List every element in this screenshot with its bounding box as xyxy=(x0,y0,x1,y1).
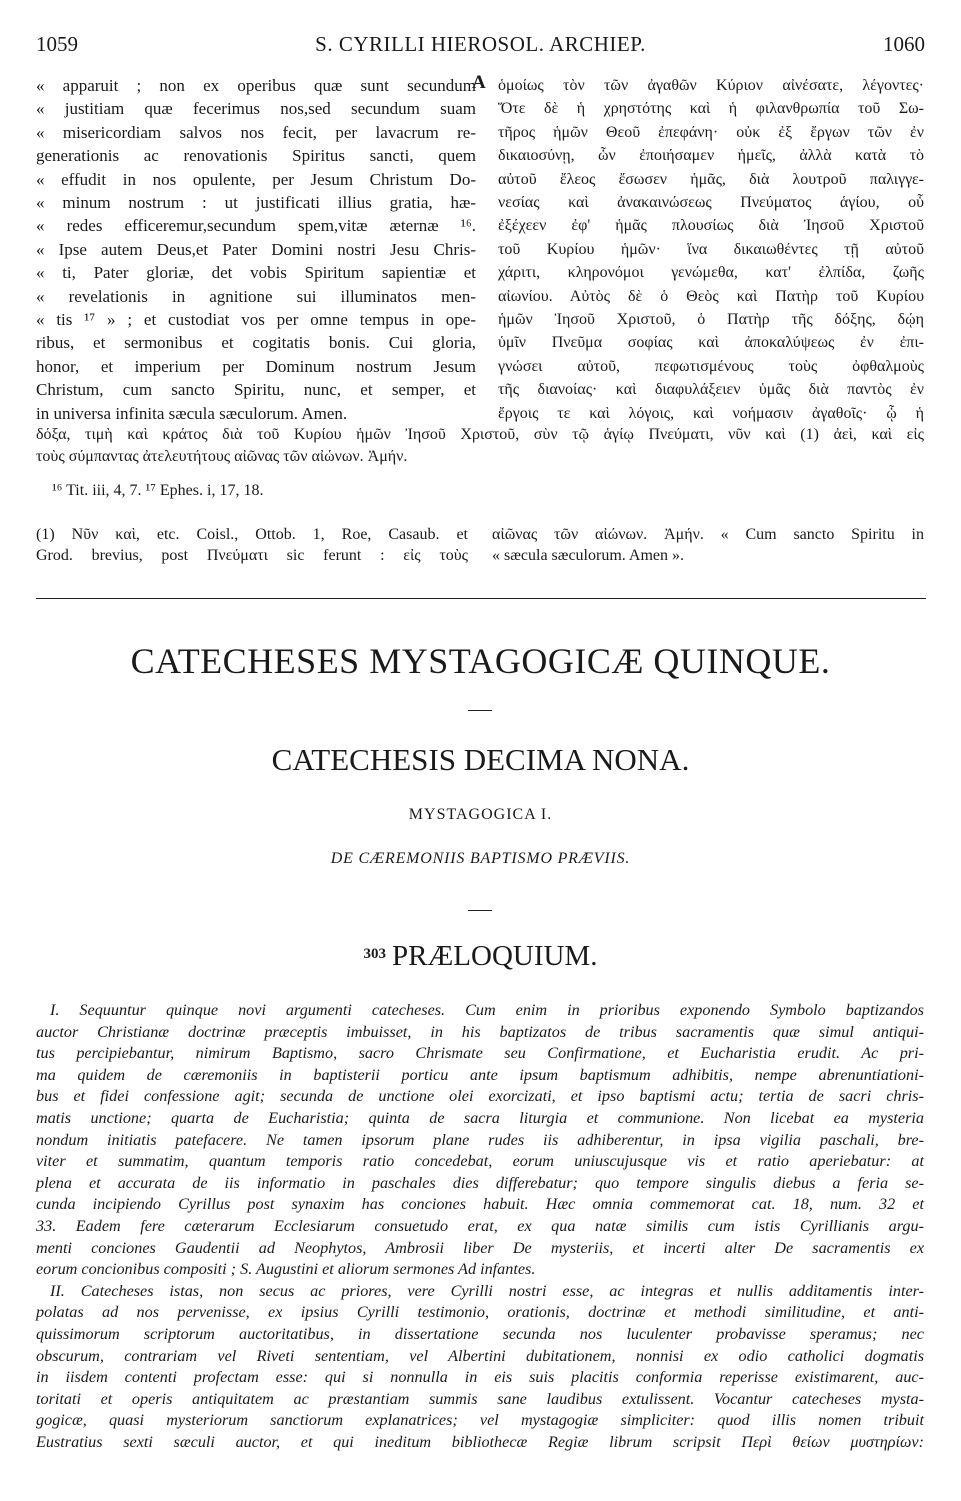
main-title: CATECHESES MYSTAGOGICÆ QUINQUE. xyxy=(130,641,831,681)
latin-line: « tis ¹⁷ » ; et custodiat vos per omne tempus in ope- xyxy=(36,310,476,330)
greek-column xyxy=(498,74,924,425)
latin-line: « Ipse autem Deus,et Pater Domini nostri Jesu Chris- xyxy=(36,239,476,259)
body-line: quissimorum scriptorum auctoritatibus, in dissertatione secunda nos luculenter probavisse speramus; nec xyxy=(36,1324,924,1343)
section-divider xyxy=(36,598,926,599)
greek-line: ἐξέχεεν ἐφ' ἡμᾶς πλουσίως διὰ Ἰησοῦ Χριστοῦ xyxy=(498,217,924,235)
body-line: eorum concionibus compositi ; S. Augustini et aliorum sermones Ad infantes. xyxy=(36,1260,536,1279)
title-dash xyxy=(468,910,492,911)
latin-line: generationis ac renovationis Spiritus sancti, quem xyxy=(36,146,476,166)
variant-note-left xyxy=(36,524,468,566)
body-line: gogicæ, quasi mysteriorum sanctiorum explanatrices; vel mystagogiæ simpliciter: quod illis nomen tribuit xyxy=(36,1411,924,1430)
footnotes: ¹⁶ Tit. iii, 4, 7. ¹⁷ Ephes. i, 17, 18. xyxy=(52,482,264,499)
latin-line: « effudit in nos opulente, per Jesum Christum Do- xyxy=(36,169,476,189)
running-title: S. CYRILLI HIEROSOL. ARCHIEP. xyxy=(315,32,646,56)
subtitle: CATECHESIS DECIMA NONA. xyxy=(271,742,690,777)
body-line: in iisdem contenti profectam esse: qui si nonnulla in eis suis placitis conformia reperisse existimarent, auc- xyxy=(36,1368,924,1387)
praeloquium-text xyxy=(36,1000,924,1453)
greek-line: τοὺς σύμπαντας ἀτελευτήτους αἰῶνας τῶν αἰώνων. Ἀμήν. xyxy=(36,448,408,465)
body-line: cunda incipiendo Cyrillus post synaxim has conciones habuit. Hæc omnia commemorat cat. 18, num. 32 et xyxy=(36,1195,924,1214)
greek-line: αὐτοῦ ἔλεος ἔσωσεν ἡμᾶς, διὰ λουτροῦ παλιγγε- xyxy=(498,170,924,188)
latin-line: ribus, et sermonibus et cogitatis bonis. Cui gloria, xyxy=(36,333,476,353)
greek-line: τῆρος ἡμῶν Θεοῦ ἐπεφάνη· οὐκ ἐξ ἔργων τῶν ἐν xyxy=(498,123,924,141)
body-line: matis unctione; quarta de Eucharistia; quinta de sacra liturgia et communione. Non licebat ea mysteria xyxy=(36,1108,924,1127)
greek-full-width xyxy=(36,424,924,468)
greek-line: ὁμοίως τὸν τῶν ἀγαθῶν Κύριον αἰνέσατε, λέγοντες· xyxy=(498,77,924,94)
body-line: toritati et operis antiquitatem ac præstantiam summis sane laudibus extulissent. Vocantur catecheses mysta- xyxy=(36,1389,924,1408)
latin-line: « misericordiam salvos nos fecit, per lavacrum re- xyxy=(36,122,476,142)
greek-line: τοῦ Κυρίου ἡμῶν· ἵνα δικαιωθέντες τῇ αὐτοῦ xyxy=(498,240,924,258)
greek-line: χάριτι, κληρονόμοι γενώμεθα, κατ' ἐλπίδα, ζωῆς xyxy=(498,264,924,282)
body-line: tus percipiebantur, nimirum Baptismo, sacro Chrismate seu Confirmatione, et Eucharistia erudit. Ac pri- xyxy=(36,1044,924,1063)
variant-line: « sæcula sæculorum. Amen ». xyxy=(492,547,684,564)
variant-line: αἰῶνας τῶν αἰώνων. Ἀμήν. « Cum sancto Spiritu in xyxy=(492,526,924,543)
body-line: viter et summatim, quantum temporis ratio concedebat, eorum uniuscujusque vis et ratio aperiebatur: at xyxy=(36,1152,924,1171)
greek-line: ὑμῖν Πνεῦμα σοφίας καὶ ἀποκαλύψεως ἐν ἐπι- xyxy=(498,334,924,352)
column-number: 303 xyxy=(363,946,387,962)
page-number-left: 1059 xyxy=(36,32,78,56)
body-line: bus et fidei confessione agit; secunda de unctione olei exorcizati, et ipso baptismi actu; tertia de sacri chris- xyxy=(36,1087,924,1106)
body-line: polatas ad nos pervenisse, ex ipsius Cyrilli testimonio, orationis, doctrinæ et methodi similitudine, et anti- xyxy=(36,1303,924,1322)
variant-line: Grod. brevius, post Πνεύματι sic ferunt : εἰς τοὺς xyxy=(36,547,468,564)
greek-line: αἰωνίου. Αὐτὸς δὲ ὁ Θεὸς καὶ Πατὴρ τοῦ Κυρίου xyxy=(498,287,924,305)
body-line: nondum initiatis patefacere. Ne tamen ipsorum plane rudes iis adhiberentur, in ipsa vigilia paschali, bre- xyxy=(36,1130,924,1149)
running-header xyxy=(36,32,925,56)
body-line: I. Sequuntur quinque novi argumenti catecheses. Cum enim in prioribus exponendo Symbolo baptizandos xyxy=(50,1001,924,1019)
praeloquium-title: PRÆLOQUIUM. xyxy=(392,940,598,972)
latin-line: « justitiam quæ fecerimus nos,sed secundum suam xyxy=(36,99,476,119)
latin-line: Christum, cum sancto Spiritu, nunc, et semper, et xyxy=(36,380,476,400)
greek-line: τῆς διανοίας· καὶ διαφυλάξειεν ὑμᾶς διὰ παντὸς ἐν xyxy=(498,381,924,399)
topic-heading: DE CÆREMONIIS BAPTISMO PRÆVIIS. xyxy=(330,850,631,867)
latin-line: « ti, Pater gloriæ, det vobis Spiritum sapientiæ et xyxy=(36,263,476,283)
greek-line: νεσίας καὶ ἀνακαινώσεως Πνεύματος ἁγίου, οὗ xyxy=(498,194,924,212)
latin-line: « redes efficeremur,secundum spem,vitæ æternæ ¹⁶. xyxy=(36,216,476,236)
margin-marker: A xyxy=(472,72,486,93)
latin-line: honor, et imperium per Dominum nostrum Jesum xyxy=(36,356,476,376)
body-line: Eustratius sexti sæculi auctor, et qui ineditum bibliothecæ Regiæ librum scripsit Περὶ θείων μυστηρίων: xyxy=(36,1432,924,1451)
latin-line: « minum nostrum : ut justificati illius gratia, hæ- xyxy=(36,193,476,213)
body-line: ma quidem de cæremoniis in baptisterii porticu ante ipsum baptismum adhibitis, nempe abrenuntiationi- xyxy=(36,1065,924,1084)
mystagogica-heading: MYSTAGOGICA I. xyxy=(408,806,553,823)
body-line: plena et accurata de iis informatio in paschales dies differebatur; quo tempore singulis diebus a feria se- xyxy=(36,1173,924,1192)
latin-column xyxy=(36,74,476,425)
greek-line: δικαιοσύνῃ, ὧν ἐποιήσαμεν ἡμεῖς, ἀλλὰ κατὰ τὸ xyxy=(498,147,924,165)
praeloquium-heading xyxy=(0,940,961,973)
variant-note-right xyxy=(492,524,924,566)
variant-line: (1) Νῦν καὶ, etc. Coisl., Ottob. 1, Roe, Casaub. et xyxy=(36,526,468,543)
latin-line: « revelationis in agnitione sui illuminatos men- xyxy=(36,286,476,306)
greek-line: δόξα, τιμὴ καὶ κράτος διὰ τοῦ Κυρίου ἡμῶν Ἰησοῦ Χριστοῦ, σὺν τῷ ἁγίῳ Πνεύματι, νῦν καὶ (1) ἀεὶ, καὶ εἰς xyxy=(36,426,924,443)
body-line: II. Catecheses istas, non secus ac priores, vere Cyrilli nostri esse, ac integras et nullis additamentis inter- xyxy=(50,1281,924,1300)
greek-line: ἡμῶν Ἰησοῦ Χριστοῦ, ὁ Πατὴρ τῆς δόξης, δῴη xyxy=(498,311,924,329)
body-line: menti conciones Gaudentii ad Neophytos, Ambrosii liber De mysteriis, et incerti alter De sacramentis ex xyxy=(36,1238,924,1257)
body-line: 33. Eadem fere cæterarum Ecclesiarum consuetudo erat, ex qua natæ similis cum istis Cyrillianis argu- xyxy=(36,1216,924,1235)
latin-line: in universa infinita sæcula sæculorum. Amen. xyxy=(36,403,348,423)
greek-line: ἔργοις τε καὶ λόγοις, καὶ νοήμασιν ἀγαθοῖς· ᾧ ἡ xyxy=(498,404,924,422)
body-line: auctor Christianæ doctrinæ præceptis imbuisset, in his baptizatos de tribus sacramentis quæ simul antiqui- xyxy=(36,1022,924,1041)
latin-line: « apparuit ; non ex operibus quæ sunt secundum xyxy=(36,76,476,95)
title-dash xyxy=(468,710,492,711)
body-line: obscurum, contrariam vel Riveti sententiam, vel Albertini dubitationem, nonnisi ex odio catholici dogmatis xyxy=(36,1346,924,1365)
greek-line: γνώσει αὐτοῦ, πεφωτισμένους τοὺς ὀφθαλμοὺς xyxy=(498,357,924,375)
greek-line: Ὅτε δὲ ἡ χρηστότης καὶ ἡ φιλανθρωπία τοῦ Σω- xyxy=(498,100,924,118)
page-number-right: 1060 xyxy=(883,32,925,56)
